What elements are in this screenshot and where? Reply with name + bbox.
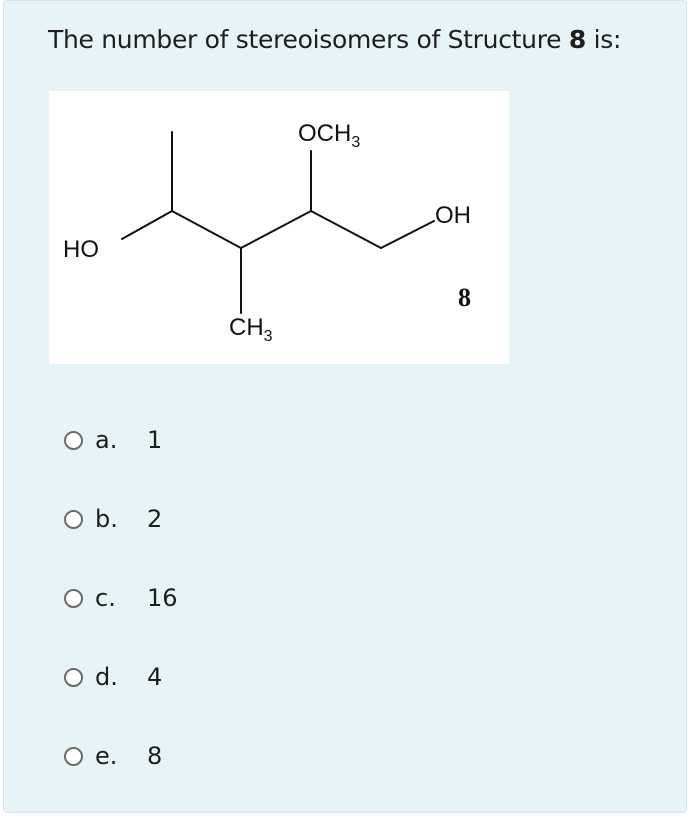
atom-ch3-sub: 3 — [263, 328, 273, 345]
option-letter: d. — [95, 663, 118, 691]
radio-icon[interactable] — [64, 510, 83, 529]
structure-figure — [49, 91, 509, 364]
question-prefix: The number of stereoisomers of Structure — [48, 25, 569, 54]
atom-och3 — [298, 120, 360, 151]
option-c[interactable] — [64, 575, 178, 621]
atom-oh: OH — [435, 202, 471, 229]
option-b[interactable] — [64, 496, 178, 542]
bond-c4-oh — [381, 221, 434, 248]
bond-c2-c3 — [241, 211, 311, 248]
atom-ho: HO — [63, 236, 99, 263]
option-value: 1 — [147, 426, 163, 454]
bond-ho-c1 — [122, 211, 172, 239]
radio-icon[interactable] — [64, 431, 83, 450]
bond-c1-c2 — [172, 211, 241, 248]
radio-icon[interactable] — [64, 589, 83, 608]
atom-ch3 — [229, 314, 273, 345]
option-value: 16 — [147, 584, 178, 612]
option-d[interactable] — [64, 654, 178, 700]
radio-icon[interactable] — [64, 747, 83, 766]
option-letter: a. — [95, 426, 118, 454]
option-letter: b. — [95, 505, 118, 533]
question-text — [48, 25, 621, 54]
atom-och3-main: OCH — [298, 120, 352, 147]
atom-ch3-main: CH — [229, 314, 264, 341]
question-suffix: is: — [585, 25, 622, 54]
structure-diagram — [49, 91, 509, 364]
option-e[interactable] — [64, 733, 178, 779]
option-letter: e. — [95, 742, 118, 770]
question-card — [3, 0, 687, 813]
bond-c3-c4 — [311, 211, 381, 248]
structure-number: 8 — [568, 25, 586, 54]
option-value: 8 — [147, 742, 163, 770]
option-value: 2 — [147, 505, 163, 533]
option-a[interactable] — [64, 417, 178, 463]
atom-och3-sub: 3 — [351, 134, 361, 151]
option-letter: c. — [95, 584, 116, 612]
option-value: 4 — [147, 663, 163, 691]
structure-label: 8 — [458, 283, 471, 312]
radio-icon[interactable] — [64, 668, 83, 687]
answer-options — [64, 417, 178, 812]
